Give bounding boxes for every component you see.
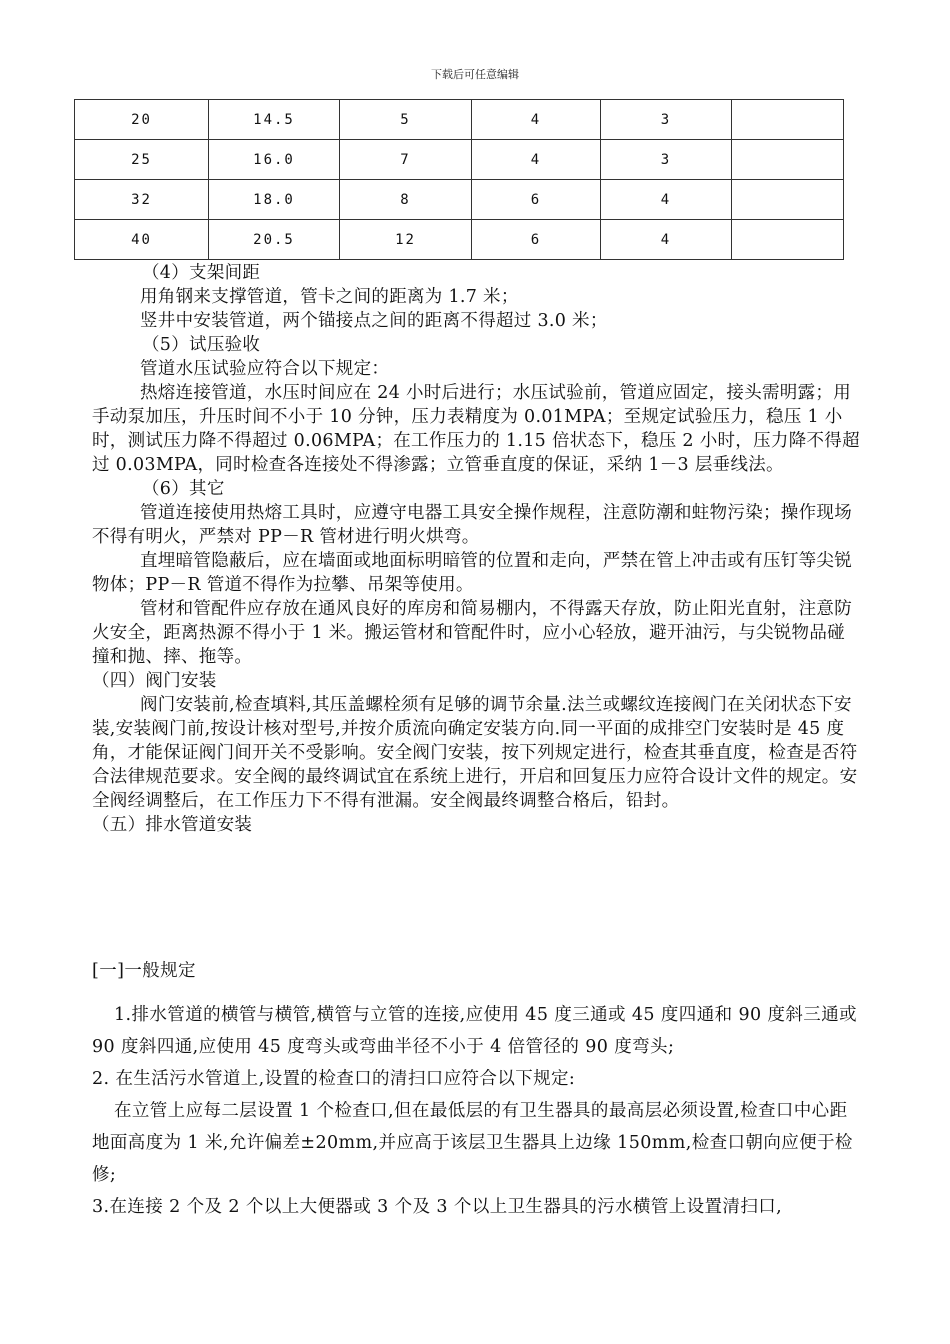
table-cell: 3 (601, 140, 732, 180)
paragraph: 直埋暗管隐蔽后，应在墙面或地面标明暗管的位置和走向，严禁在管上冲击或有压钉等尖锐物体；PP－R 管道不得作为拉攀、吊架等使用。 (92, 551, 852, 595)
paragraph: 3.在连接 2 个及 2 个以上大便器或 3 个及 3 个以上卫生器具的污水横管上设置清扫口, (92, 1197, 783, 1217)
section-heading-other: （6）其它 (142, 479, 225, 499)
table-cell (732, 140, 844, 180)
table-cell: 6 (472, 220, 601, 260)
table-row (75, 140, 844, 180)
section-heading-valve-install: （四）阀门安装 (92, 671, 217, 691)
table-cell: 32 (75, 180, 209, 220)
table-row (75, 220, 844, 260)
table-cell: 20 (75, 100, 209, 140)
table-cell: 18.0 (209, 180, 340, 220)
paragraph: 管道水压试验应符合以下规定： (140, 359, 390, 379)
table-cell: 16.0 (209, 140, 340, 180)
paragraph: 管材和管配件应存放在通风良好的库房和简易棚内，不得露天存放，防止阳光直射，注意防火安全，距离热源不得小于 1 米。搬运管材和管配件时，应小心轻放，避开油污，与尖锐物品碰撞和抛、摔、拖等。 (92, 599, 852, 667)
table-cell (732, 180, 844, 220)
section-heading-drain-pipe-install: （五）排水管道安装 (92, 815, 253, 835)
table-cell: 7 (340, 140, 472, 180)
table-cell (732, 100, 844, 140)
paragraph: 在立管上应每二层设置 1 个检查口,但在最低层的有卫生器具的最高层必须设置,检查口中心距地面高度为 1 米,允许偏差±20mm,并应高于该层卫生器具上边缘 150mm,检查口朝向应便于检修; (92, 1101, 853, 1185)
paragraph: 竖井中安装管道，两个锚接点之间的距离不得超过 3.0 米； (140, 311, 608, 331)
table-cell: 4 (472, 100, 601, 140)
paragraph: 用角钢来支撑管道，管卡之间的距离为 1.7 米； (140, 287, 519, 307)
table-cell: 3 (601, 100, 732, 140)
table-cell: 14.5 (209, 100, 340, 140)
table-cell: 20.5 (209, 220, 340, 260)
paragraph: 管道连接使用热熔工具时，应遵守电器工具安全操作规程，注意防潮和蛀物污染；操作现场不得有明火，严禁对 PP－R 管材进行明火烘弯。 (92, 503, 852, 547)
paragraph: 1.排水管道的横管与横管,横管与立管的连接,应使用 45 度三通或 45 度四通和 90 度斜三通或 90 度斜四通,应使用 45 度弯头或弯曲半径不小于 4 倍管径的 90 度弯头; (92, 1005, 857, 1057)
table-cell: 6 (472, 180, 601, 220)
table-cell: 4 (601, 180, 732, 220)
paragraph: 阀门安装前,检查填料,其压盖螺栓须有足够的调节余量.法兰或螺纹连接阀门在关闭状态下安装,安装阀门前,按设计核对型号,并按介质流向确定安装方向.同一平面的成排空门安装时是 45 度角，才能保证阀门间开关不受影响。安全阀门安装，按下列规定进行，检查其垂直度，检查是否符合法律规范要求。安全阀的最终调试宜在系统上进行，开启和回复压力应符合设计文件的规定。安全阀经调整后，在工作压力下不得有泄漏。安全阀最终调整合格后，铅封。 (92, 695, 858, 811)
section-heading-bracket-spacing: （4）支架间距 (142, 263, 261, 283)
paragraph: 2. 在生活污水管道上,设置的检查口的清扫口应符合以下规定: (92, 1069, 576, 1089)
table-cell (732, 220, 844, 260)
pipe-spec-table (74, 99, 844, 260)
section-heading-pressure-test: （5）试压验收 (142, 335, 261, 355)
table-row (75, 100, 844, 140)
table-cell: 4 (601, 220, 732, 260)
table-cell: 4 (472, 140, 601, 180)
table-cell: 5 (340, 100, 472, 140)
page-header: 下载后可任意编辑 (431, 68, 519, 81)
table-cell: 40 (75, 220, 209, 260)
section-heading-general-rules: [一]一般规定 (92, 961, 196, 981)
table-cell: 25 (75, 140, 209, 180)
table-cell: 8 (340, 180, 472, 220)
table-cell: 12 (340, 220, 472, 260)
table-row (75, 180, 844, 220)
paragraph: 热熔连接管道，水压时间应在 24 小时后进行；水压试验前，管道应固定，接头需明露；用手动泵加压，升压时间不小于 10 分钟，压力表精度为 0.01MPA；至规定试验压力，稳压 1 小时，测试压力降不得超过 0.06MPA；在工作压力的 1.15 倍状态下，稳压 2 小时，压力降不得超过 0.03MPA，同时检查各连接处不得渗露；立管垂直度的保证，采纳 1－3 层垂线法。 (92, 383, 860, 475)
body-text-lower (92, 955, 862, 1223)
body-text-upper (92, 261, 862, 837)
